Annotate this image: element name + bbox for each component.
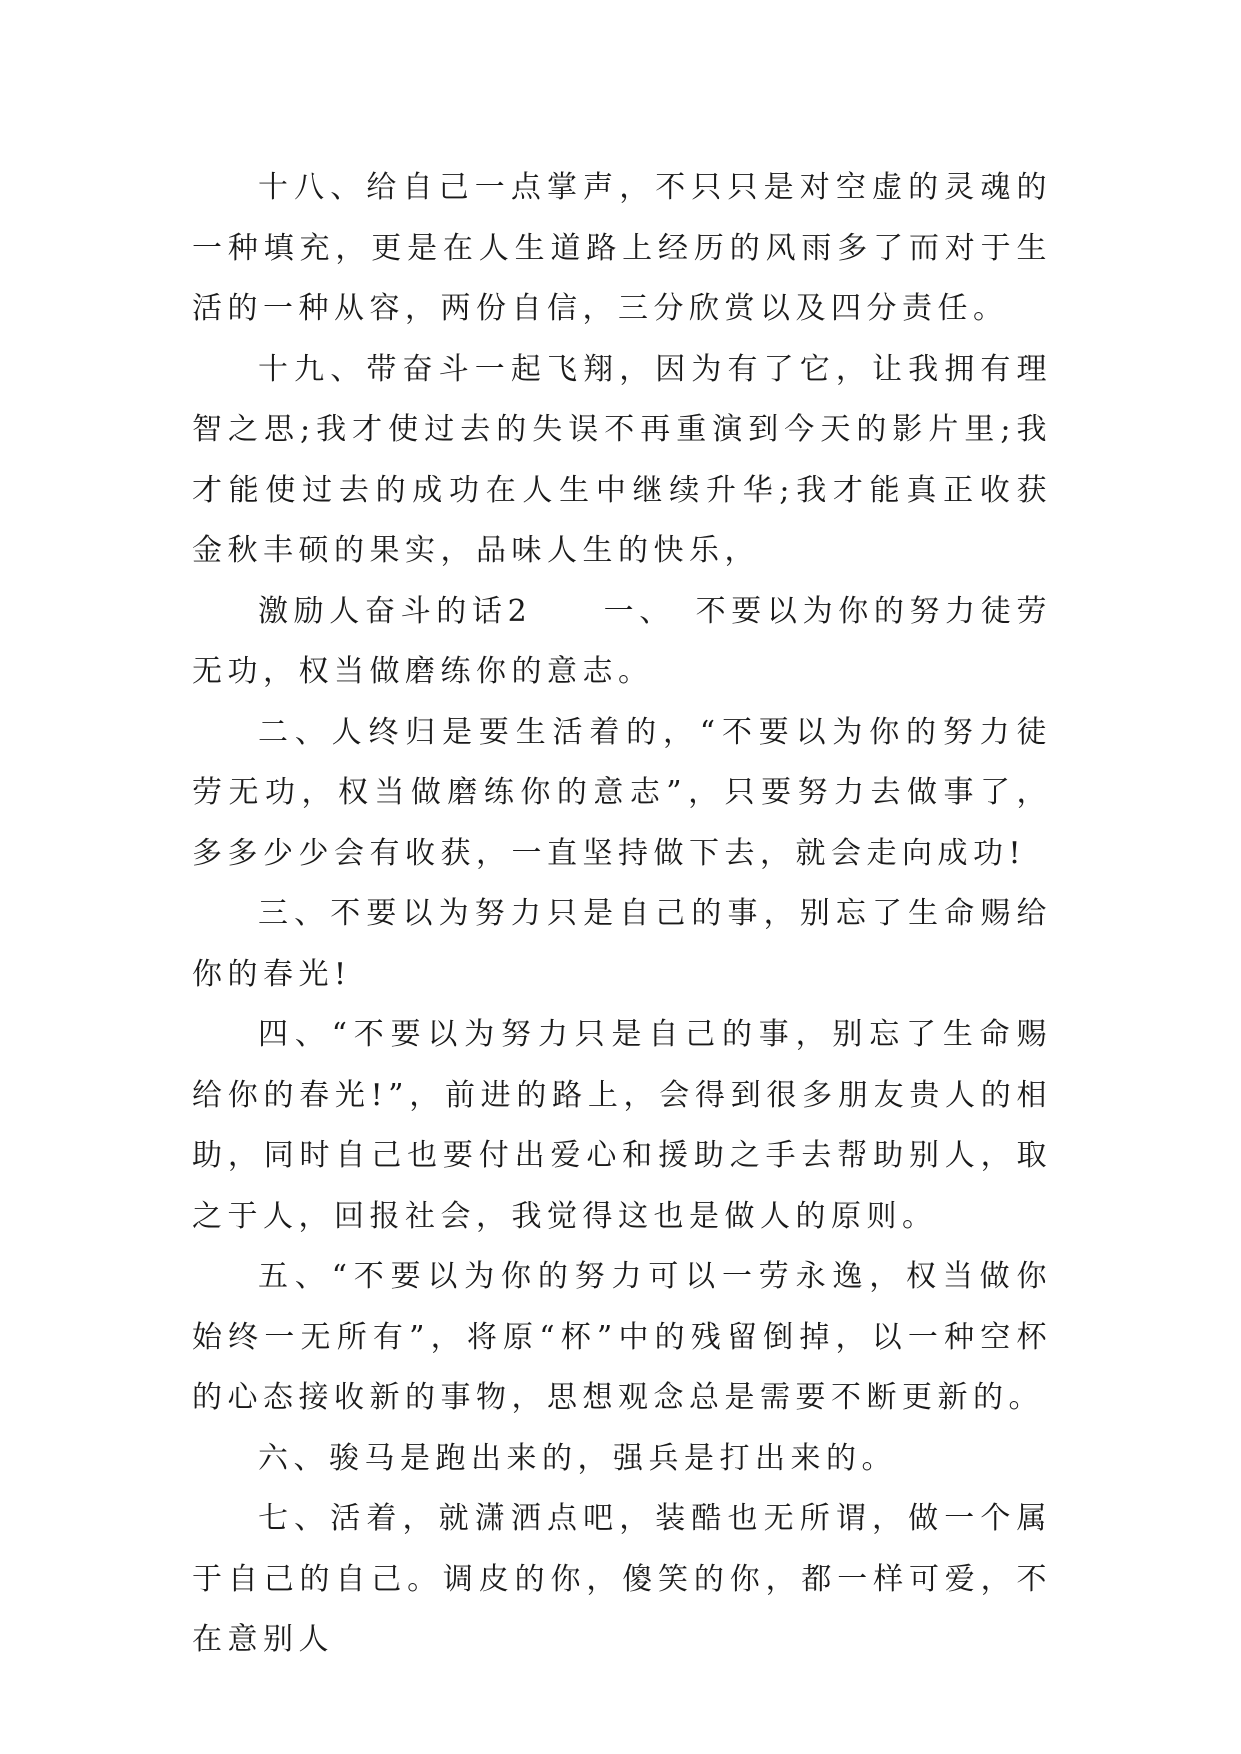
paragraph-7: 七、活着，就潇洒点吧，装酷也无所谓，做一个属于自己的自己。调皮的你，傻笑的你，都一样可爱，不在意别人 [192,1501,1052,1657]
paragraph-3: 三、不要以为努力只是自己的事，别忘了生命赐给你的春光! [192,896,1052,992]
section-heading-paragraph: 激励人奋斗的话2 一、 不要以为你的努力徒劳无功，权当做磨练你的意志。 [192,593,1052,689]
paragraph-6: 六、骏马是跑出来的，强兵是打出来的。 [258,1440,897,1476]
paragraph-5: 五、“不要以为你的努力可以一劳永逸，权当做你始终一无所有”，将原“杯”中的残留倒掉，以一种空杯的心态接收新的事物，思想观念总是需要不断更新的。 [192,1259,1052,1415]
paragraph-18: 十八、给自己一点掌声，不只只是对空虚的灵魂的一种填充，更是在人生道路上经历的风雨多了而对于生活的一种从容，两份自信，三分欣赏以及四分责任。 [192,170,1052,326]
paragraph-4: 四、“不要以为努力只是自己的事，别忘了生命赐给你的春光!”，前进的路上，会得到很多朋友贵人的相助，同时自己也要付出爱心和援助之手去帮助别人，取之于人，回报社会，我觉得这也是做人的原则。 [192,1017,1052,1234]
paragraph-19: 十九、带奋斗一起飞翔，因为有了它，让我拥有理智之思;我才使过去的失误不再重演到今天的影片里;我才能使过去的成功在人生中继续升华;我才能真正收获金秋丰硕的果实，品味人生的快乐， [192,351,1052,568]
paragraph-2: 二、人终归是要生活着的，“不要以为你的努力徒劳无功，权当做磨练你的意志”，只要努力去做事了，多多少少会有收获，一直坚持做下去，就会走向成功! [192,714,1052,871]
document-body [192,158,1052,1671]
